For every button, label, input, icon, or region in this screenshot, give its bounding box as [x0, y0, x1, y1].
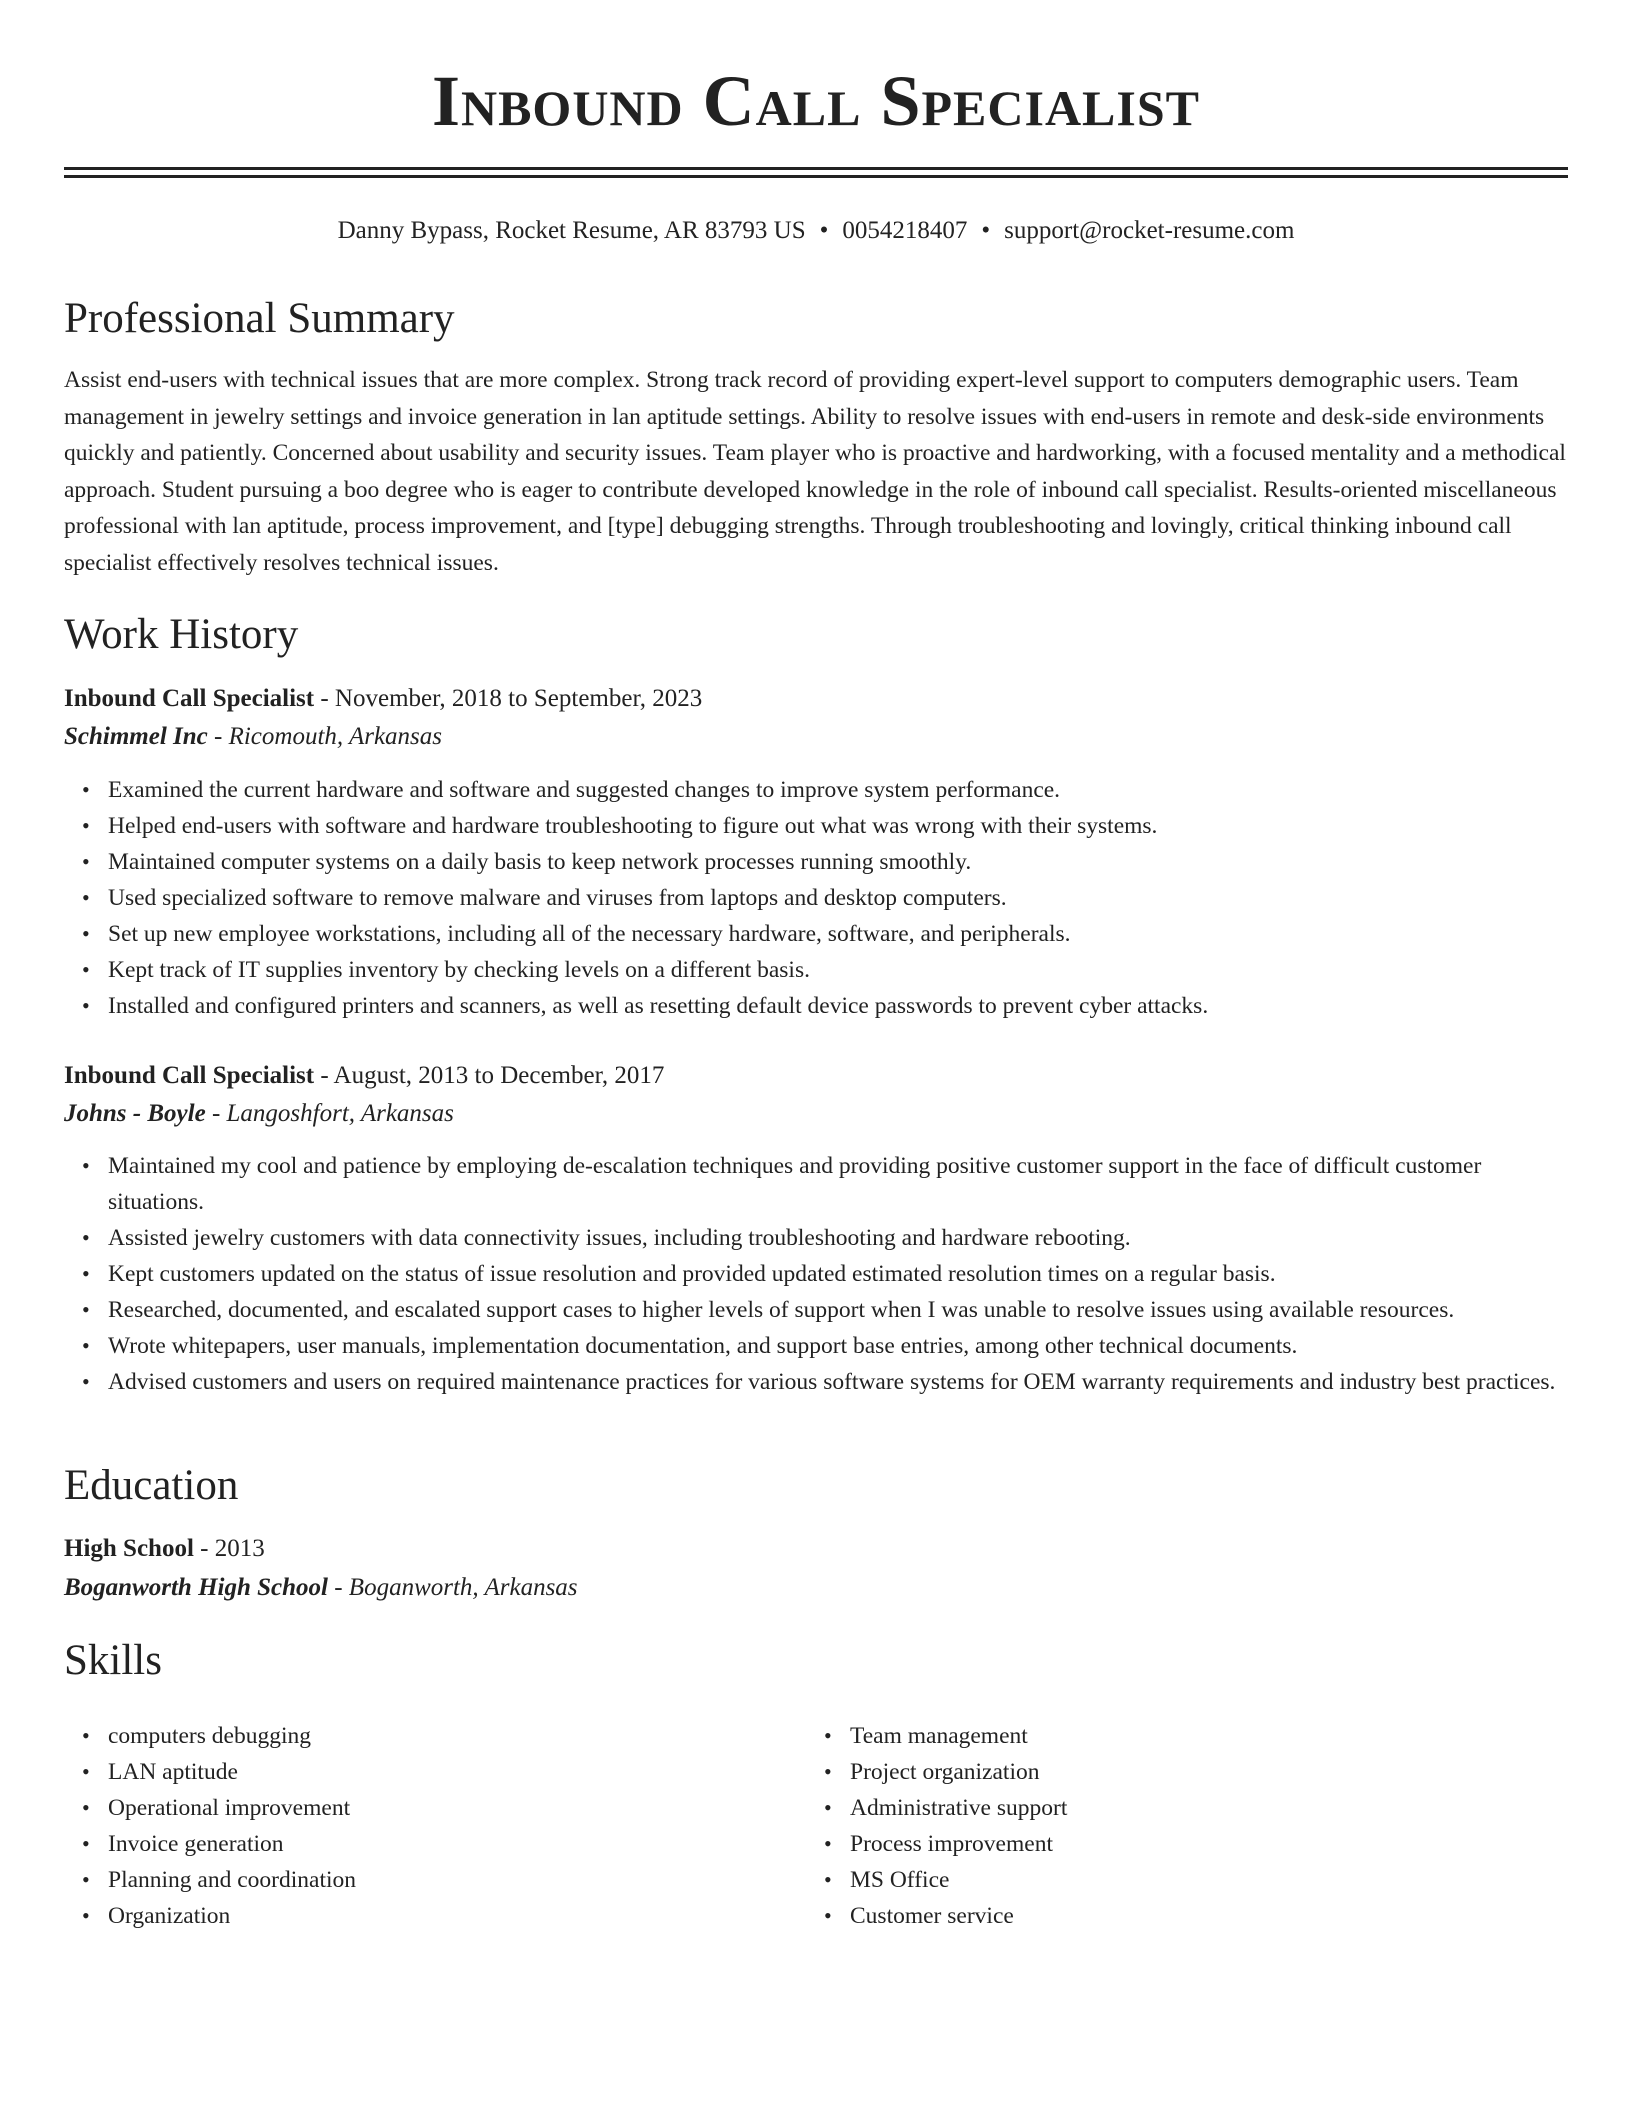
list-item: • Customer service — [850, 1898, 1632, 1934]
list-item: • Operational improvement — [108, 1790, 1568, 1826]
job-2-location: - Langoshfort, Arkansas — [205, 1100, 454, 1127]
job-2-title-line — [64, 1058, 664, 1094]
job-1-title-line — [64, 681, 702, 717]
contact-email: support@rocket-resume.com — [1004, 217, 1295, 244]
contact-separator: • — [981, 217, 991, 244]
list-item: • Organization — [108, 1898, 1568, 1934]
list-item: • Maintained my cool and patience by employing de-escalation techniques and providing positive customer support in the face of difficult customer situations. — [108, 1148, 1568, 1220]
section-heading-skills: Skills — [64, 1637, 162, 1684]
list-item: • Process improvement — [850, 1826, 1632, 1862]
list-item: • Invoice generation — [108, 1826, 1568, 1862]
job-2-company-line — [64, 1096, 454, 1132]
job-2-bullet-list — [64, 1148, 1568, 1400]
list-item: • Used specialized software to remove malware and viruses from laptops and desktop computers. — [108, 880, 1568, 916]
list-item: • Kept customers updated on the status of issue resolution and provided updated estimated resolution times on a regular basis. — [108, 1256, 1568, 1292]
list-item: • Researched, documented, and escalated support cases to higher levels of support when I was unable to resolve issues using available resources. — [108, 1292, 1568, 1328]
list-item: • Kept track of IT supplies inventory by checking levels on a different basis. — [108, 952, 1568, 988]
list-item: • Administrative support — [850, 1790, 1632, 1826]
resume-name-title: Inbound Call Specialist — [431, 61, 1201, 141]
list-item: • Assisted jewelry customers with data connectivity issues, including troubleshooting and hardware rebooting. — [108, 1220, 1568, 1256]
education-degree: High School — [64, 1535, 194, 1562]
education-school-line — [64, 1570, 578, 1606]
contact-phone: 0054218407 — [842, 217, 968, 244]
list-item: • Helped end-users with software and hardware troubleshooting to figure out what was wrong with their systems. — [108, 808, 1568, 844]
list-item: • computers debugging — [108, 1718, 1568, 1754]
list-item: • Team management — [850, 1718, 1632, 1754]
list-item: • LAN aptitude — [108, 1754, 1568, 1790]
contact-separator: • — [819, 217, 829, 244]
education-location: - Boganworth, Arkansas — [327, 1574, 578, 1601]
section-heading-work-history: Work History — [64, 611, 299, 658]
list-item: • MS Office — [850, 1862, 1632, 1898]
section-heading-summary: Professional Summary — [64, 295, 455, 342]
job-1-title: Inbound Call Specialist — [64, 685, 315, 712]
job-2-title: Inbound Call Specialist — [64, 1062, 315, 1089]
list-item: • Project organization — [850, 1754, 1632, 1790]
list-item: • Examined the current hardware and software and suggested changes to improve system performance. — [108, 772, 1568, 808]
list-item: • Installed and configured printers and scanners, as well as resetting default device passwords to prevent cyber attacks. — [108, 988, 1568, 1024]
contact-address: Danny Bypass, Rocket Resume, AR 83793 US — [337, 217, 806, 244]
job-1-dates: - November, 2018 to September, 2023 — [314, 685, 703, 712]
header-rule-top — [64, 167, 1568, 170]
job-1-company-line — [64, 719, 442, 755]
list-item: • Planning and coordination — [108, 1862, 1568, 1898]
list-item: • Wrote whitepapers, user manuals, implementation documentation, and support base entries, among other technical documents. — [108, 1328, 1568, 1364]
education-degree-line — [64, 1531, 265, 1567]
list-item: • Maintained computer systems on a daily basis to keep network processes running smoothly. — [108, 844, 1568, 880]
header-rule-bottom — [64, 175, 1568, 178]
skills-list-right — [806, 1718, 1632, 1934]
summary-text: Assist end-users with technical issues that are more complex. Strong track record of providing expert-level support to computers demographic users. Team management in jewelry settings and invoice generation in lan aptitude settings. Ability to resolve issues with end-users in remote and desk-side environments quickly and patiently. Concerned about usability and security issues. Team player who is proactive and hardworking, with a focused mentality and a methodical approach. Student pursuing a boo degree who is eager to contribute developed knowledge in the role of inbound call specialist. Results-oriented miscellaneous professional with lan aptitude, process improvement, and [type] debugging strengths. Through troubleshooting and lovingly, critical thinking inbound call specialist effectively resolves technical issues. — [64, 367, 1566, 576]
job-2-company: Johns - Boyle — [64, 1100, 206, 1127]
contact-line — [64, 214, 1568, 248]
job-1-company: Schimmel Inc — [64, 723, 208, 750]
section-heading-education: Education — [64, 1462, 239, 1509]
job-1-location: - Ricomouth, Arkansas — [207, 723, 443, 750]
job-1-bullet-list — [64, 772, 1568, 1024]
list-item: • Advised customers and users on required maintenance practices for various software systems for OEM warranty requirements and industry best practices. — [108, 1364, 1568, 1400]
job-2-dates: - August, 2013 to December, 2017 — [314, 1062, 665, 1089]
education-school: Boganworth High School — [64, 1574, 328, 1601]
education-year: - 2013 — [193, 1535, 265, 1562]
list-item: • Set up new employee workstations, including all of the necessary hardware, software, and peripherals. — [108, 916, 1568, 952]
